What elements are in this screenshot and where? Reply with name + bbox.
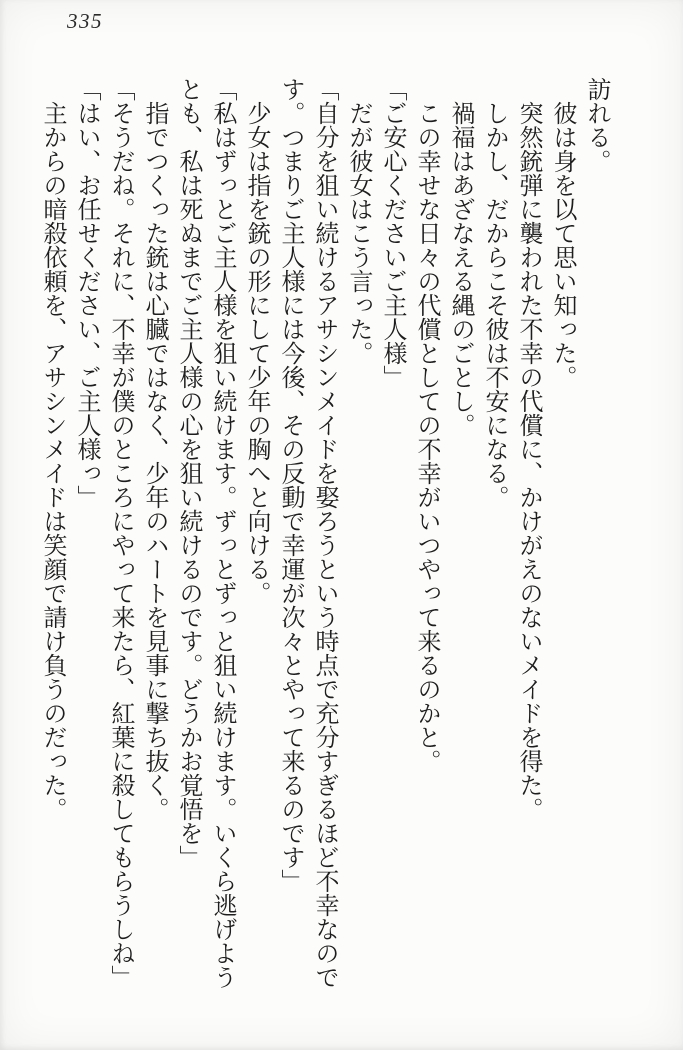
- paragraph: 「自分を狙い続けるアサシンメイドを娶ろうという時点で充分すぎるほど不幸なのです。つまりご主人様には今後、その反動で幸運が次々とやって来るのです」: [277, 77, 337, 989]
- paragraph: 「そうだね。それに、不幸が僕のところにやって来たら、紅葉に殺してもらうしね」: [107, 77, 133, 989]
- page-number: 335: [67, 9, 103, 33]
- paragraph: 突然銃弾に襲われた不幸の代償に、かけがえのないメイドを得た。: [515, 101, 541, 821]
- paragraph: 「ご安心くださいご主人様」: [379, 77, 405, 389]
- paragraph: 指でつくった銃は心臓ではなく、少年のハートを見事に撃ち抜く。: [141, 101, 167, 821]
- paragraph: この幸せな日々の代償としての不幸がいつやって来るのかと。: [413, 101, 439, 773]
- paragraph: 「はい、お任せください、ご主人様っ」: [73, 77, 99, 509]
- body-text: [35, 77, 613, 995]
- paragraph: 主からの暗殺依頼を、アサシンメイドは笑顔で請け負うのだった。: [39, 101, 65, 821]
- paragraph: しかし、だからこそ彼は不安になる。: [481, 101, 507, 509]
- paragraph: 禍福はあざなえる縄のごとし。: [447, 101, 473, 437]
- paragraph: 少女は指を銃の形にして少年の胸へと向ける。: [243, 101, 269, 605]
- paragraph: 「私はずっとご主人様を狙い続けます。ずっとずっと狙い続けます。いくら逃げようとも、私は死ぬまでご主人様の心を狙い続けるのです。どうかお覚悟を」: [175, 77, 235, 989]
- paragraph: だが彼女はこう言った。: [345, 101, 371, 365]
- paragraph: 彼は身を以て思い知った。: [549, 101, 575, 389]
- paragraph: 訪れる。: [583, 77, 609, 173]
